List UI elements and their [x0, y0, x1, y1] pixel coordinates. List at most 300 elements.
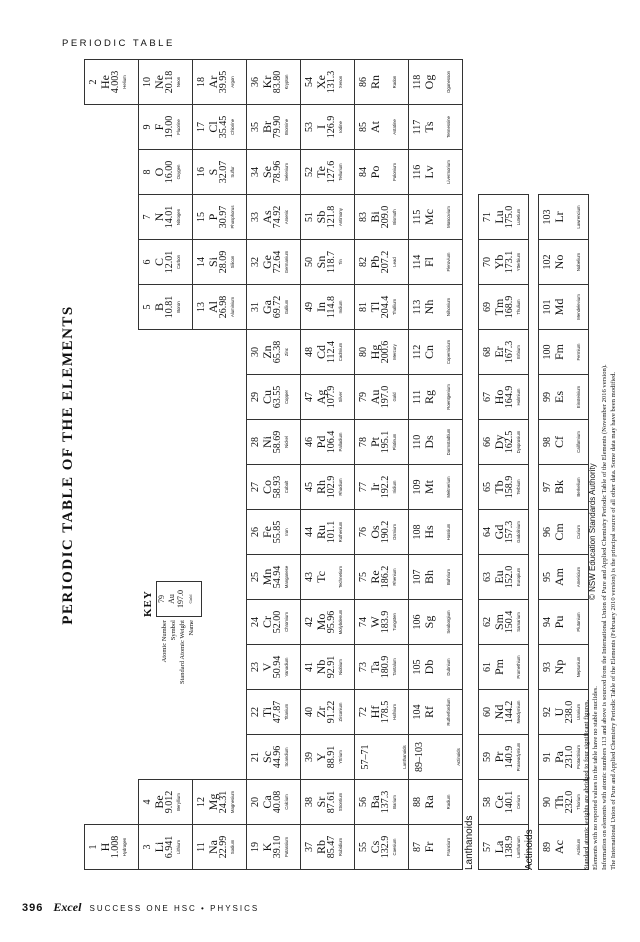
element-name: Calcium — [284, 794, 289, 810]
atomic-weight: 88.91 — [326, 745, 337, 769]
footnote: The International Union of Pure and Applied Chemistry Periodic Table of the Elements (February 2010 version) is the principal source of all other data. Some data may have been modified. — [610, 371, 617, 870]
element-cell — [300, 734, 355, 780]
atomic-weight: 6.941 — [164, 835, 175, 859]
element-symbol: Ir — [368, 483, 382, 491]
atomic-number: 86 — [358, 77, 369, 87]
atomic-number: 55 — [358, 842, 369, 852]
atomic-number: 90 — [542, 797, 553, 807]
element-symbol: Kr — [260, 75, 274, 89]
element-name: Dysprosium — [516, 430, 521, 454]
element-cell — [408, 329, 463, 375]
atomic-number: 77 — [358, 482, 369, 492]
brand-name: Excel — [53, 900, 82, 914]
element-symbol: Co — [260, 480, 274, 495]
atomic-weight: 132.9 — [380, 835, 391, 859]
element-name: Flerovium — [446, 252, 451, 272]
atomic-number: 68 — [482, 347, 493, 357]
element-cell — [246, 689, 301, 735]
rotated-table-area — [60, 50, 630, 870]
atomic-number: 88 — [412, 797, 423, 807]
element-symbol: Np — [552, 659, 566, 675]
element-symbol: O — [152, 167, 166, 177]
element-cell — [478, 329, 529, 375]
element-cell — [354, 779, 409, 825]
element-symbol: Tb — [492, 480, 506, 494]
element-cell — [300, 374, 355, 420]
element-symbol: Fl — [422, 257, 436, 268]
key-example-weight: 197.0 — [176, 590, 185, 608]
element-name: Darmstadtium — [446, 428, 451, 456]
element-name: Beryllium — [176, 793, 181, 811]
atomic-weight — [385, 735, 395, 779]
element-cell — [300, 779, 355, 825]
element-symbol: Tc — [314, 571, 328, 583]
element-symbol: La — [492, 840, 506, 854]
element-name: Meitnerium — [446, 476, 451, 498]
atomic-weight — [505, 645, 515, 689]
element-name: Zirconium — [338, 702, 343, 722]
atomic-weight: 30.97 — [218, 205, 229, 229]
atomic-number: 108 — [412, 524, 423, 540]
atomic-weight: 50.94 — [272, 655, 283, 679]
element-name: Aluminium — [230, 296, 235, 318]
element-name: Lawrencium — [576, 205, 581, 229]
atomic-weight: 32.07 — [218, 160, 229, 184]
key-label: Standard Atomic Weight — [179, 620, 186, 684]
element-symbol: C — [152, 258, 166, 267]
atomic-weight: 87.61 — [326, 790, 337, 814]
element-symbol: Rh — [314, 480, 328, 495]
element-symbol: Tl — [368, 301, 382, 313]
atomic-weight — [435, 600, 445, 644]
atomic-weight: 114.8 — [326, 295, 337, 319]
atomic-number: 7 — [142, 214, 153, 220]
atomic-weight — [565, 555, 575, 599]
element-symbol: Te — [314, 166, 328, 178]
atomic-number: 42 — [304, 617, 315, 627]
atomic-weight — [435, 105, 445, 149]
element-symbol: Ts — [422, 121, 436, 133]
element-name: Silicon — [230, 255, 235, 269]
element-cell — [354, 599, 409, 645]
atomic-number: 113 — [412, 299, 423, 315]
element-symbol: Cf — [552, 436, 566, 448]
element-symbol: Ar — [206, 75, 220, 89]
atomic-weight: 79.90 — [272, 115, 283, 139]
element-name: Silver — [338, 391, 343, 403]
element-symbol: Li — [152, 841, 166, 853]
element-symbol: Md — [552, 298, 566, 316]
atomic-number: 66 — [482, 437, 493, 447]
atomic-weight — [435, 510, 445, 554]
atomic-number: 114 — [412, 254, 423, 270]
element-cell — [354, 374, 409, 420]
element-symbol: Cd — [314, 345, 328, 360]
element-cell — [138, 149, 193, 195]
element-name: Zinc — [284, 347, 289, 357]
atomic-number: 50 — [304, 257, 315, 267]
element-name: Magnesium — [230, 790, 235, 814]
atomic-number: 37 — [304, 842, 315, 852]
element-name: Livermorium — [446, 160, 451, 184]
atomic-weight — [435, 555, 445, 599]
element-symbol: Bi — [368, 211, 382, 223]
element-cell — [192, 59, 247, 105]
element-name: Lithium — [176, 840, 181, 854]
element-name: Einsteinium — [576, 385, 581, 409]
element-name: Americium — [576, 566, 581, 588]
atomic-weight — [565, 285, 575, 329]
atomic-number: 28 — [250, 437, 261, 447]
element-name: Lead — [392, 257, 397, 267]
element-cell — [300, 689, 355, 735]
element-symbol: At — [368, 121, 382, 133]
element-name: Sulfur — [230, 166, 235, 178]
element-cell — [246, 104, 301, 150]
element-name: Ytterbium — [516, 252, 521, 272]
element-name: Actinium — [576, 838, 581, 856]
element-cell — [354, 284, 409, 330]
atomic-weight — [565, 240, 575, 284]
element-symbol: F — [152, 123, 166, 131]
atomic-weight: 58.69 — [272, 430, 283, 454]
element-name: Dubnium — [446, 658, 451, 676]
element-name: Carbon — [176, 254, 181, 270]
atomic-number: 91 — [542, 752, 553, 762]
element-symbol: Rg — [422, 390, 436, 405]
atomic-weight — [435, 330, 445, 374]
element-cell — [478, 464, 529, 510]
atomic-weight: 85.47 — [326, 835, 337, 859]
atomic-number: 45 — [304, 482, 315, 492]
atomic-number: 58 — [482, 797, 493, 807]
atomic-number: 94 — [542, 617, 553, 627]
element-cell — [408, 239, 463, 285]
element-cell — [478, 509, 529, 555]
atomic-number: 17 — [196, 122, 207, 132]
atomic-number: 4 — [142, 799, 153, 805]
element-name: Radon — [392, 75, 397, 89]
element-cell — [478, 554, 529, 600]
atomic-number: 99 — [542, 392, 553, 402]
element-cell — [192, 284, 247, 330]
element-cell — [408, 644, 463, 690]
element-cell — [478, 689, 529, 735]
atomic-weight — [327, 555, 337, 599]
atomic-number: 40 — [304, 707, 315, 717]
atomic-number: 118 — [412, 74, 423, 90]
element-symbol: Cs — [368, 840, 382, 854]
running-header: PERIODIC TABLE — [62, 38, 175, 49]
element-name: Berkelium — [576, 477, 581, 497]
element-symbol: Ac — [552, 840, 566, 854]
atomic-number: 117 — [412, 119, 423, 135]
element-symbol: Mn — [260, 568, 274, 586]
atomic-number: 111 — [412, 389, 423, 405]
element-name: Moscovium — [446, 206, 451, 228]
key-example-name: Gold — [187, 594, 193, 604]
element-symbol: Pm — [492, 659, 506, 676]
element-cell — [138, 104, 193, 150]
element-symbol: Sr — [314, 796, 328, 808]
atomic-number: 97 — [542, 482, 553, 492]
atomic-weight: 26.98 — [218, 295, 229, 319]
element-name: Nickel — [284, 436, 289, 448]
atomic-weight: 137.3 — [380, 790, 391, 814]
element-cell — [408, 284, 463, 330]
element-symbol: Sm — [492, 614, 506, 631]
atomic-weight: 195.1 — [380, 430, 391, 454]
element-symbol: Dy — [492, 434, 506, 450]
element-cell — [300, 509, 355, 555]
atomic-number: 103 — [542, 209, 553, 225]
element-symbol: Si — [206, 257, 220, 268]
element-cell — [138, 779, 193, 825]
element-cell — [246, 779, 301, 825]
element-cell — [354, 644, 409, 690]
element-name: Arsenic — [284, 209, 289, 225]
atomic-number: 60 — [482, 707, 493, 717]
atomic-number: 92 — [542, 707, 553, 717]
atomic-weight — [435, 780, 445, 824]
element-name: Scandium — [284, 747, 289, 767]
atomic-weight — [381, 105, 391, 149]
atomic-weight: 204.4 — [380, 295, 391, 319]
element-symbol: Ru — [314, 525, 328, 540]
element-name: Oganesson — [446, 71, 451, 93]
element-symbol: Fm — [552, 344, 566, 361]
atomic-number: 80 — [358, 347, 369, 357]
element-symbol: Ba — [368, 795, 382, 809]
element-name: Polonium — [392, 163, 397, 181]
element-name: Radium — [446, 794, 451, 810]
element-symbol: Bk — [552, 480, 566, 495]
atomic-number: 62 — [482, 617, 493, 627]
element-symbol: Ds — [422, 435, 436, 449]
atomic-weight: 65.38 — [272, 340, 283, 364]
atomic-weight: 207.2 — [380, 250, 391, 274]
element-name: Bromine — [284, 119, 289, 136]
element-symbol: Am — [552, 568, 566, 586]
atomic-number: 112 — [412, 344, 423, 360]
atomic-number: 100 — [542, 344, 553, 360]
element-name: Yttrium — [338, 750, 343, 764]
element-symbol: U — [552, 707, 566, 717]
atomic-weight: 131.3 — [326, 70, 337, 94]
atomic-number: 54 — [304, 77, 315, 87]
element-name: Osmium — [392, 524, 397, 540]
element-cell — [478, 194, 529, 240]
atomic-number: 33 — [250, 212, 261, 222]
element-cell — [246, 464, 301, 510]
atomic-weight — [435, 150, 445, 194]
atomic-weight: 83.80 — [272, 70, 283, 94]
atomic-number: 57 — [482, 842, 493, 852]
element-symbol: N — [152, 212, 166, 222]
element-cell — [300, 599, 355, 645]
atomic-weight: 20.18 — [164, 70, 175, 94]
element-cell — [138, 239, 193, 285]
atomic-weight: 197.0 — [380, 385, 391, 409]
element-symbol: Cr — [260, 616, 274, 628]
atomic-number: 18 — [196, 77, 207, 87]
element-cell — [478, 734, 529, 780]
element-cell — [478, 419, 529, 465]
atomic-weight: 164.9 — [504, 385, 515, 409]
atomic-weight — [565, 195, 575, 239]
element-name: Francium — [446, 838, 451, 856]
atomic-weight: 180.9 — [380, 655, 391, 679]
atomic-weight: 63.55 — [272, 385, 283, 409]
element-symbol: Re — [368, 570, 382, 584]
atomic-number: 95 — [542, 572, 553, 582]
element-name: Iron — [284, 528, 289, 536]
atomic-number: 3 — [142, 844, 153, 850]
element-symbol: As — [260, 210, 274, 224]
element-symbol: Po — [368, 165, 382, 179]
element-name: Rubidium — [338, 837, 343, 857]
element-symbol: Hs — [422, 525, 436, 539]
element-name: Thallium — [392, 298, 397, 316]
element-symbol: Ho — [492, 389, 506, 405]
element-name: Caesium — [392, 838, 397, 856]
element-name: Tin — [338, 259, 343, 265]
atomic-weight: 1.008 — [110, 835, 121, 859]
element-symbol: Ge — [260, 255, 274, 269]
atomic-number: 82 — [358, 257, 369, 267]
element-symbol: Na — [206, 840, 220, 854]
atomic-number: 51 — [304, 212, 315, 222]
element-symbol: Sb — [314, 210, 328, 224]
atomic-weight: 126.9 — [326, 115, 337, 139]
atomic-number: 75 — [358, 572, 369, 582]
key-title: KEY — [142, 590, 154, 617]
element-symbol: Ag — [314, 389, 328, 405]
element-symbol: Ne — [152, 75, 166, 89]
element-name: Fluorine — [176, 119, 181, 135]
atomic-number: 23 — [250, 662, 261, 672]
atomic-weight: 12.01 — [164, 250, 175, 274]
atomic-number: 83 — [358, 212, 369, 222]
element-name: Technetium — [338, 566, 343, 588]
atomic-number: 46 — [304, 437, 315, 447]
element-cell — [246, 824, 301, 870]
actinoids-row — [538, 195, 588, 870]
element-cell — [354, 194, 409, 240]
element-symbol: Yb — [492, 254, 506, 270]
atomic-weight: 158.9 — [504, 475, 515, 499]
element-cell — [300, 824, 355, 870]
element-symbol: B — [152, 303, 166, 312]
element-cell — [84, 824, 139, 870]
element-symbol: Os — [368, 525, 382, 539]
atomic-weight — [565, 420, 575, 464]
atomic-number: 35 — [250, 122, 261, 132]
element-name: Copernicium — [446, 339, 451, 365]
atomic-number: 47 — [304, 392, 315, 402]
element-name: Bismuth — [392, 209, 397, 225]
element-symbol: Og — [422, 74, 436, 90]
element-cell — [246, 59, 301, 105]
element-name: Cadmium — [338, 342, 343, 362]
atomic-weight: 54.94 — [272, 565, 283, 589]
atomic-weight: 175.0 — [504, 205, 515, 229]
atomic-weight — [439, 735, 449, 779]
atomic-weight — [565, 600, 575, 644]
atomic-weight: 186.2 — [380, 565, 391, 589]
atomic-weight: 121.8 — [326, 205, 337, 229]
element-name: Hassium — [446, 523, 451, 541]
element-cell — [408, 419, 463, 465]
element-symbol: Nh — [422, 299, 436, 315]
key-label: Symbol — [170, 620, 177, 641]
element-symbol: Xe — [314, 75, 328, 89]
atomic-weight: 144.2 — [504, 700, 515, 724]
element-cell — [246, 554, 301, 600]
element-symbol: Pt — [368, 437, 382, 448]
atomic-weight: 173.1 — [504, 250, 515, 274]
element-symbol: Cl — [206, 121, 220, 133]
atomic-number: 81 — [358, 302, 369, 312]
element-cell — [478, 779, 529, 825]
element-symbol: H — [98, 842, 112, 852]
atomic-weight: 95.96 — [326, 610, 337, 634]
element-name: Hafnium — [392, 704, 397, 721]
atomic-weight: 22.99 — [218, 835, 229, 859]
atomic-weight — [435, 195, 445, 239]
element-symbol: Ta — [368, 661, 382, 673]
atomic-weight — [565, 465, 575, 509]
atomic-number: 32 — [250, 257, 261, 267]
element-cell — [300, 239, 355, 285]
atomic-weight — [435, 240, 445, 284]
atomic-number: 102 — [542, 254, 553, 270]
element-cell — [408, 554, 463, 600]
element-cell — [138, 284, 193, 330]
element-cell — [478, 239, 529, 285]
element-symbol: Mc — [422, 209, 436, 225]
element-name: Cerium — [516, 795, 521, 809]
element-symbol: S — [206, 168, 220, 176]
element-cell — [408, 464, 463, 510]
atomic-number: 104 — [412, 704, 423, 720]
atomic-number: 9 — [142, 124, 153, 130]
element-name: Erbium — [516, 345, 521, 359]
element-symbol: Se — [260, 166, 274, 178]
atomic-number: 12 — [196, 797, 207, 807]
atomic-number: 39 — [304, 752, 315, 762]
element-cell — [408, 59, 463, 105]
element-symbol: Ga — [260, 300, 274, 314]
atomic-weight: 127.6 — [326, 160, 337, 184]
element-name: Promethium — [516, 655, 521, 679]
element-name: Plutonium — [576, 612, 581, 632]
element-cell — [192, 779, 247, 825]
atomic-weight: 138.9 — [504, 835, 515, 859]
atomic-weight — [565, 330, 575, 374]
element-symbol: Au — [368, 389, 382, 405]
table-title: PERIODIC TABLE OF THE ELEMENTS — [60, 305, 76, 625]
element-cell — [246, 329, 301, 375]
element-cell — [300, 284, 355, 330]
element-name: Krypton — [284, 74, 289, 90]
element-symbol: No — [552, 254, 566, 270]
atomic-weight: 112.4 — [326, 340, 337, 364]
element-name: Nobelium — [576, 252, 581, 272]
periodic-grid — [84, 60, 462, 870]
atomic-weight: 39.10 — [272, 835, 283, 859]
element-name: Titanium — [284, 703, 289, 721]
